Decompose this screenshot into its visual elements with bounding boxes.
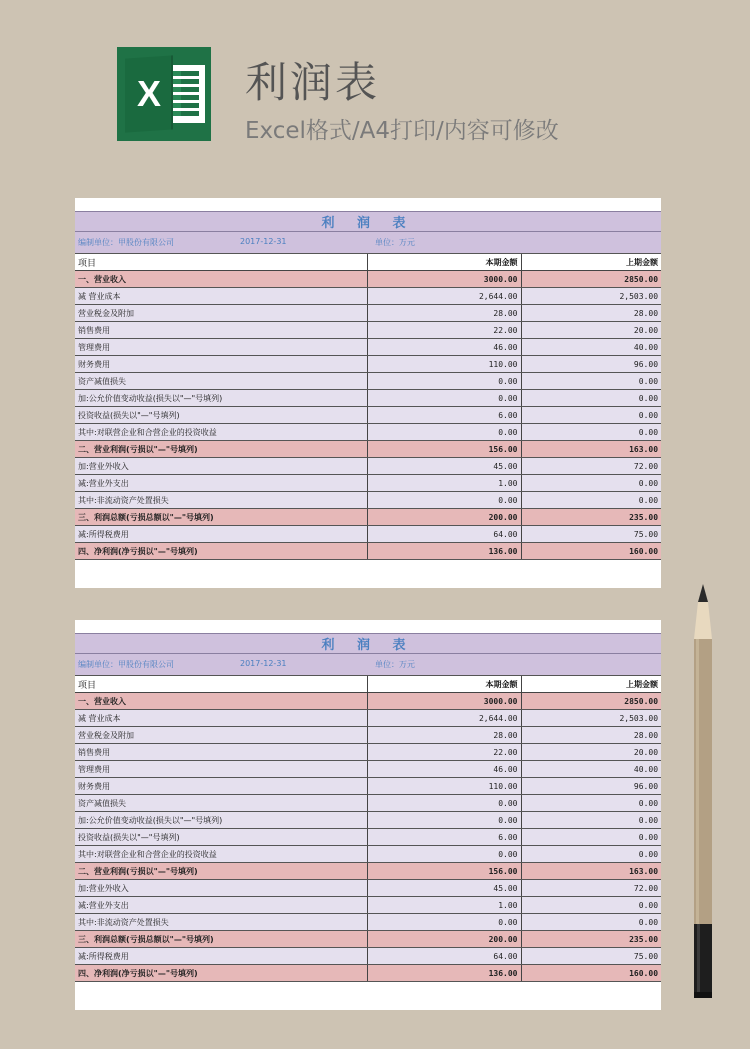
row-label: 减:所得税费用 xyxy=(75,948,367,965)
previous-amount: 235.00 xyxy=(521,931,661,948)
previous-amount: 235.00 xyxy=(521,509,661,526)
row-label: 一、营业收入 xyxy=(75,271,367,288)
current-amount: 28.00 xyxy=(367,305,521,322)
row-label: 财务费用 xyxy=(75,778,367,795)
row-label: 一、营业收入 xyxy=(75,693,367,710)
current-amount: 28.00 xyxy=(367,727,521,744)
company-label: 编制单位：甲股份有限公司 xyxy=(78,660,174,669)
currency-unit: 单位：万元 xyxy=(375,238,415,247)
previous-amount: 96.00 xyxy=(521,778,661,795)
row-label: 减:所得税费用 xyxy=(75,526,367,543)
previous-amount: 75.00 xyxy=(521,526,661,543)
row-label: 其中:非流动资产处置损失 xyxy=(75,914,367,931)
table-row xyxy=(75,526,661,543)
current-amount: 0.00 xyxy=(367,492,521,509)
section-row xyxy=(75,509,661,526)
table-info-row xyxy=(75,654,661,676)
current-amount: 110.00 xyxy=(367,778,521,795)
income-statement-sheet-1 xyxy=(75,198,661,588)
row-label: 四、净利润(净亏损以"—"号填列) xyxy=(75,543,367,560)
current-amount: 0.00 xyxy=(367,424,521,441)
current-amount: 136.00 xyxy=(367,965,521,982)
current-amount: 64.00 xyxy=(367,948,521,965)
table-header-row xyxy=(75,676,661,693)
col-header-current: 本期金额 xyxy=(367,676,521,693)
row-label: 其中:对联营企业和合营企业的投资收益 xyxy=(75,846,367,863)
table-row xyxy=(75,795,661,812)
table-header-row xyxy=(75,254,661,271)
table-row xyxy=(75,727,661,744)
table-row xyxy=(75,373,661,390)
current-amount: 45.00 xyxy=(367,458,521,475)
row-label: 销售费用 xyxy=(75,322,367,339)
previous-amount: 0.00 xyxy=(521,407,661,424)
col-header-previous: 上期金额 xyxy=(521,254,661,271)
income-statement-table xyxy=(75,633,661,982)
current-amount: 0.00 xyxy=(367,373,521,390)
table-row xyxy=(75,897,661,914)
row-label: 三、利润总额(亏损总额以"—"号填列) xyxy=(75,509,367,526)
table-row xyxy=(75,390,661,407)
table-row xyxy=(75,492,661,509)
current-amount: 22.00 xyxy=(367,744,521,761)
table-row xyxy=(75,914,661,931)
table-title-row xyxy=(75,634,661,654)
table-row xyxy=(75,778,661,795)
table-row xyxy=(75,305,661,322)
current-amount: 6.00 xyxy=(367,407,521,424)
table-row xyxy=(75,812,661,829)
col-header-item: 项目 xyxy=(75,676,367,693)
section-row xyxy=(75,693,661,710)
row-label: 资产减值损失 xyxy=(75,795,367,812)
row-label: 加:营业外收入 xyxy=(75,458,367,475)
previous-amount: 20.00 xyxy=(521,744,661,761)
previous-amount: 20.00 xyxy=(521,322,661,339)
table-title: 利 润 表 xyxy=(75,634,661,654)
income-statement-sheet-2 xyxy=(75,620,661,1010)
table-row xyxy=(75,948,661,965)
previous-amount: 2850.00 xyxy=(521,271,661,288)
table-row xyxy=(75,475,661,492)
col-header-current: 本期金额 xyxy=(367,254,521,271)
current-amount: 156.00 xyxy=(367,863,521,880)
previous-amount: 2,503.00 xyxy=(521,288,661,305)
row-label: 二、营业利润(亏损以"—"号填列) xyxy=(75,441,367,458)
table-row xyxy=(75,710,661,727)
table-row xyxy=(75,322,661,339)
page-subtitle: Excel格式/A4打印/内容可修改 xyxy=(245,118,559,144)
previous-amount: 163.00 xyxy=(521,863,661,880)
table-row xyxy=(75,407,661,424)
previous-amount: 0.00 xyxy=(521,829,661,846)
section-row xyxy=(75,931,661,948)
pencil-icon xyxy=(688,584,718,1004)
row-label: 其中:非流动资产处置损失 xyxy=(75,492,367,509)
previous-amount: 160.00 xyxy=(521,543,661,560)
current-amount: 1.00 xyxy=(367,897,521,914)
table-body xyxy=(75,271,661,560)
table-row xyxy=(75,846,661,863)
table-row xyxy=(75,744,661,761)
excel-logo-icon xyxy=(117,47,211,141)
row-label: 财务费用 xyxy=(75,356,367,373)
row-label: 减:营业外支出 xyxy=(75,475,367,492)
current-amount: 2,644.00 xyxy=(367,288,521,305)
page-header xyxy=(0,0,750,160)
excel-logo-letter: X xyxy=(136,73,161,114)
table-row xyxy=(75,761,661,778)
previous-amount: 28.00 xyxy=(521,305,661,322)
page-title: 利润表 xyxy=(245,58,381,107)
current-amount: 45.00 xyxy=(367,880,521,897)
previous-amount: 160.00 xyxy=(521,965,661,982)
section-row xyxy=(75,441,661,458)
current-amount: 6.00 xyxy=(367,829,521,846)
previous-amount: 0.00 xyxy=(521,846,661,863)
row-label: 营业税金及附加 xyxy=(75,305,367,322)
row-label: 管理费用 xyxy=(75,761,367,778)
previous-amount: 0.00 xyxy=(521,373,661,390)
previous-amount: 40.00 xyxy=(521,339,661,356)
current-amount: 3000.00 xyxy=(367,693,521,710)
previous-amount: 75.00 xyxy=(521,948,661,965)
current-amount: 200.00 xyxy=(367,931,521,948)
row-label: 投资收益(损失以"—"号填列) xyxy=(75,407,367,424)
table-row xyxy=(75,356,661,373)
current-amount: 0.00 xyxy=(367,795,521,812)
current-amount: 3000.00 xyxy=(367,271,521,288)
row-label: 减 营业成本 xyxy=(75,288,367,305)
table-title-row xyxy=(75,212,661,232)
table-row xyxy=(75,880,661,897)
previous-amount: 28.00 xyxy=(521,727,661,744)
excel-logo-grid xyxy=(169,71,199,117)
previous-amount: 72.00 xyxy=(521,458,661,475)
row-label: 二、营业利润(亏损以"—"号填列) xyxy=(75,863,367,880)
row-label: 加:营业外收入 xyxy=(75,880,367,897)
current-amount: 0.00 xyxy=(367,390,521,407)
previous-amount: 40.00 xyxy=(521,761,661,778)
current-amount: 0.00 xyxy=(367,914,521,931)
table-title: 利 润 表 xyxy=(75,212,661,232)
table-row xyxy=(75,288,661,305)
previous-amount: 0.00 xyxy=(521,492,661,509)
previous-amount: 96.00 xyxy=(521,356,661,373)
report-date: 2017-12-31 xyxy=(240,659,287,668)
currency-unit: 单位：万元 xyxy=(375,660,415,669)
row-label: 加:公允价值变动收益(损失以"—"号填列) xyxy=(75,390,367,407)
table-row xyxy=(75,424,661,441)
current-amount: 136.00 xyxy=(367,543,521,560)
row-label: 减:营业外支出 xyxy=(75,897,367,914)
previous-amount: 0.00 xyxy=(521,897,661,914)
row-label: 三、利润总额(亏损总额以"—"号填列) xyxy=(75,931,367,948)
previous-amount: 0.00 xyxy=(521,795,661,812)
table-row xyxy=(75,458,661,475)
row-label: 投资收益(损失以"—"号填列) xyxy=(75,829,367,846)
row-label: 加:公允价值变动收益(损失以"—"号填列) xyxy=(75,812,367,829)
table-body xyxy=(75,693,661,982)
row-label: 减 营业成本 xyxy=(75,710,367,727)
previous-amount: 0.00 xyxy=(521,390,661,407)
row-label: 其中:对联营企业和合营企业的投资收益 xyxy=(75,424,367,441)
report-date: 2017-12-31 xyxy=(240,237,287,246)
current-amount: 46.00 xyxy=(367,339,521,356)
table-row xyxy=(75,829,661,846)
income-statement-table xyxy=(75,211,661,560)
current-amount: 64.00 xyxy=(367,526,521,543)
previous-amount: 163.00 xyxy=(521,441,661,458)
current-amount: 22.00 xyxy=(367,322,521,339)
previous-amount: 0.00 xyxy=(521,812,661,829)
current-amount: 110.00 xyxy=(367,356,521,373)
table-row xyxy=(75,339,661,356)
previous-amount: 2850.00 xyxy=(521,693,661,710)
previous-amount: 2,503.00 xyxy=(521,710,661,727)
table-info-row xyxy=(75,232,661,254)
previous-amount: 72.00 xyxy=(521,880,661,897)
section-row xyxy=(75,965,661,982)
current-amount: 0.00 xyxy=(367,846,521,863)
previous-amount: 0.00 xyxy=(521,424,661,441)
row-label: 营业税金及附加 xyxy=(75,727,367,744)
row-label: 资产减值损失 xyxy=(75,373,367,390)
col-header-previous: 上期金额 xyxy=(521,676,661,693)
previous-amount: 0.00 xyxy=(521,914,661,931)
row-label: 管理费用 xyxy=(75,339,367,356)
section-row xyxy=(75,863,661,880)
current-amount: 200.00 xyxy=(367,509,521,526)
section-row xyxy=(75,271,661,288)
col-header-item: 项目 xyxy=(75,254,367,271)
current-amount: 156.00 xyxy=(367,441,521,458)
current-amount: 2,644.00 xyxy=(367,710,521,727)
current-amount: 1.00 xyxy=(367,475,521,492)
current-amount: 46.00 xyxy=(367,761,521,778)
current-amount: 0.00 xyxy=(367,812,521,829)
previous-amount: 0.00 xyxy=(521,475,661,492)
section-row xyxy=(75,543,661,560)
company-label: 编制单位：甲股份有限公司 xyxy=(78,238,174,247)
row-label: 销售费用 xyxy=(75,744,367,761)
row-label: 四、净利润(净亏损以"—"号填列) xyxy=(75,965,367,982)
